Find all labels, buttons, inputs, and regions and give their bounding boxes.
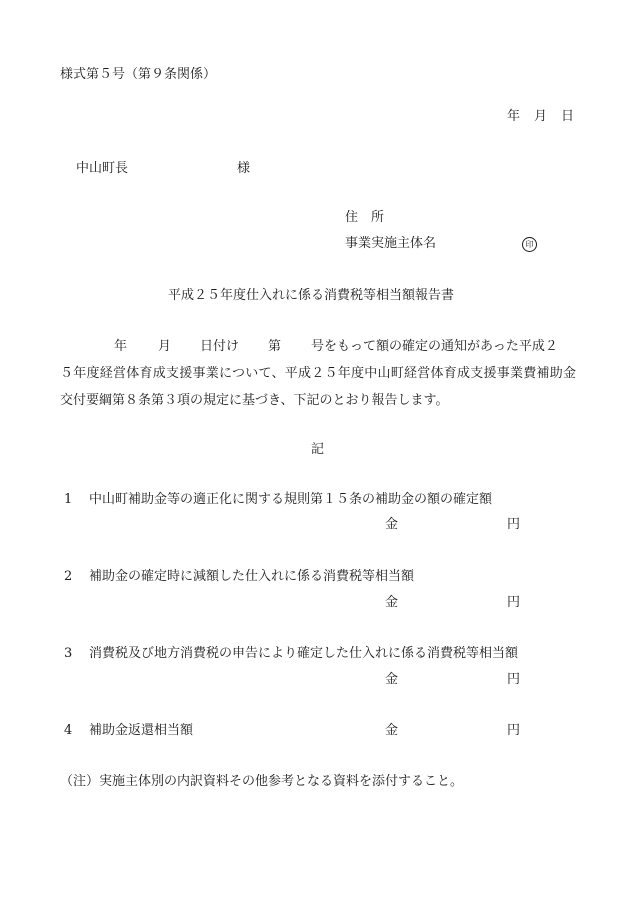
item-1-yen: 円 bbox=[507, 517, 521, 532]
body-date-suffix: 日付け bbox=[200, 339, 240, 354]
body-year: 年 bbox=[114, 339, 128, 354]
item-4-text: 補助金返還相当額 bbox=[89, 723, 194, 738]
date-month: 月 bbox=[534, 109, 548, 124]
form-label: 様式第５号（第９条関係） bbox=[60, 67, 217, 82]
item-1-number: 1 bbox=[64, 492, 73, 507]
item-1-text: 中山町補助金等の適正化に関する規則第１５条の補助金の額の確定額 bbox=[89, 492, 493, 507]
body-number-prefix: 第 bbox=[268, 339, 282, 354]
body-month: 月 bbox=[158, 339, 172, 354]
date-year: 年 bbox=[507, 109, 521, 124]
body-paragraph: ５年度経営体育成支援事業について、平成２５年度中山町経営体育成支援事業費補助金交付要綱第８条第３項の規定に基づき、下記のとおり報告します。 bbox=[60, 366, 576, 408]
ki-heading: 記 bbox=[311, 442, 325, 457]
item-1-kin: 金 bbox=[385, 517, 399, 532]
applicant-name-label: 事業実施主体名 bbox=[345, 236, 437, 251]
item-3-number: 3 bbox=[64, 646, 73, 661]
date-day: 日 bbox=[561, 109, 575, 124]
item-2-text: 補助金の確定時に減額した仕入れに係る消費税等相当額 bbox=[89, 569, 415, 584]
item-2-kin: 金 bbox=[385, 595, 399, 610]
item-2-number: 2 bbox=[64, 569, 73, 584]
item-3-text: 消費税及び地方消費税の申告により確定した仕入れに係る消費税等相当額 bbox=[89, 646, 519, 661]
item-4-number: 4 bbox=[64, 723, 73, 738]
body-line1-tail: 号をもって額の確定の通知があった平成２ bbox=[311, 339, 558, 354]
applicant-address-label: 住 所 bbox=[345, 210, 385, 225]
item-3-kin: 金 bbox=[385, 672, 399, 687]
item-2-yen: 円 bbox=[507, 595, 521, 610]
addressee-honorific: 様 bbox=[237, 161, 251, 176]
item-4-kin: 金 bbox=[385, 723, 399, 738]
document-title: 平成２５年度仕入れに係る消費税等相当額報告書 bbox=[168, 288, 455, 303]
item-3-yen: 円 bbox=[507, 672, 521, 687]
note: （注）実施主体別の内訳資料その他参考となる資料を添付すること。 bbox=[60, 774, 464, 789]
seal-mark bbox=[522, 237, 537, 252]
addressee-name: 中山町長 bbox=[76, 161, 129, 176]
seal-icon: 印 bbox=[522, 237, 537, 252]
item-4-yen: 円 bbox=[507, 723, 521, 738]
